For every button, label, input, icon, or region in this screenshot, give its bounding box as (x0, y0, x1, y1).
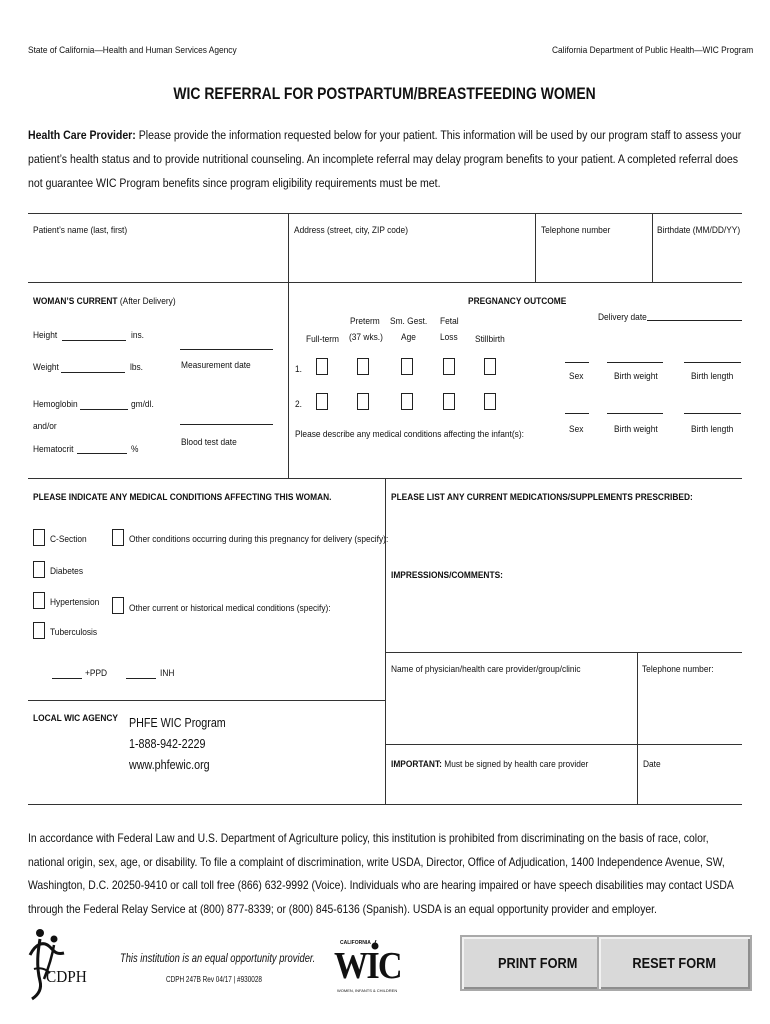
wic-logo-tagline: WOMEN, INFANTS & CHILDREN (337, 988, 398, 993)
provider-phone-label: Telephone number: (642, 664, 714, 675)
checkbox-other-historical[interactable] (112, 597, 124, 614)
infant-conditions-label: Please describe any medical conditions affecting the infant(s): (295, 429, 524, 440)
impressions-field[interactable] (390, 584, 740, 648)
telephone-label: Telephone number (541, 225, 611, 236)
col-sm-gest-2: Age (401, 332, 416, 343)
checkbox-diabetes[interactable] (33, 561, 45, 578)
height-field[interactable] (62, 340, 126, 341)
medications-field[interactable] (390, 506, 740, 562)
birth-weight-field-2[interactable] (607, 413, 663, 414)
and-or-label: and/or (33, 421, 57, 432)
delivery-date-label: Delivery date (598, 312, 647, 323)
measurement-date-label: Measurement date (181, 360, 251, 371)
col-stillbirth: Stillbirth (475, 334, 505, 345)
impressions-label: IMPRESSIONS/COMMENTS: (391, 570, 503, 581)
col-preterm-1: Preterm (350, 316, 380, 327)
agency-phone: 1-888-942-2229 (129, 737, 206, 751)
medications-title: PLEASE LIST ANY CURRENT MEDICATIONS/SUPPLEMENTS PRESCRIBED: (391, 492, 693, 503)
birth-length-label-1: Birth length (691, 371, 734, 382)
title-wrap (0, 84, 770, 104)
divider (385, 478, 386, 804)
patient-name-label: Patient’s name (last, first) (33, 225, 128, 236)
cdph-figures-icon (26, 925, 86, 1003)
wic-logo (334, 940, 401, 998)
diabetes-label: Diabetes (50, 566, 83, 577)
weight-field[interactable] (61, 372, 125, 373)
infant-row-1: 1. (295, 364, 302, 375)
address-field[interactable] (292, 242, 532, 276)
infant-conditions-field[interactable] (294, 444, 734, 474)
birthdate-field[interactable] (656, 242, 740, 276)
birthdate-label: Birthdate (MM/DD/YY) (657, 225, 741, 236)
birth-length-field-1[interactable] (684, 362, 741, 363)
divider (288, 282, 289, 478)
c-section-label: C-Section (50, 534, 87, 545)
divider (28, 213, 742, 214)
sex-label-2: Sex (569, 424, 584, 435)
checkbox-stillbirth-1[interactable] (484, 358, 496, 375)
checkbox-sm-gest-1[interactable] (401, 358, 413, 375)
legal-paragraph (28, 827, 770, 921)
checkbox-stillbirth-2[interactable] (484, 393, 496, 410)
physician-field[interactable] (390, 678, 634, 740)
form-number: CDPH 247B Rev 04/17 | #930028 (166, 975, 262, 984)
address-label: Address (street, city, ZIP code) (294, 225, 408, 236)
hemoglobin-field[interactable] (80, 409, 128, 410)
weight-label: Weight (33, 362, 59, 373)
checkbox-hypertension[interactable] (33, 592, 45, 609)
divider (28, 700, 385, 701)
important-note (391, 759, 588, 770)
pregnancy-outcome-title: PREGNANCY OUTCOME (468, 296, 567, 307)
agency-header: State of California—Health and Human Services Agency (28, 45, 237, 56)
inh-label: INH (160, 668, 175, 679)
print-form-label: PRINT FORM (497, 954, 578, 972)
patient-name-field[interactable] (32, 242, 284, 276)
checkbox-full-term-2[interactable] (316, 393, 328, 410)
intro-paragraph (28, 123, 770, 195)
checkbox-tuberculosis[interactable] (33, 622, 45, 639)
hypertension-label: Hypertension (50, 597, 100, 608)
checkbox-preterm-1[interactable] (357, 358, 369, 375)
hematocrit-unit: % (131, 444, 139, 455)
height-label: Height (33, 330, 58, 341)
ppd-field[interactable] (52, 678, 82, 679)
other-historical-label: Other current or historical medical conditions (specify): (129, 603, 331, 614)
birth-length-label-2: Birth length (691, 424, 734, 435)
womans-current-subtitle: (After Delivery) (119, 296, 176, 307)
sex-field-2[interactable] (565, 413, 589, 414)
agency-name: PHFE WIC Program (129, 716, 226, 730)
divider (385, 744, 742, 745)
infant-row-2: 2. (295, 399, 302, 410)
checkbox-full-term-1[interactable] (316, 358, 328, 375)
birth-weight-label-1: Birth weight (614, 371, 658, 382)
col-fetal-2: Loss (440, 332, 458, 343)
checkbox-c-section[interactable] (33, 529, 45, 546)
telephone-field[interactable] (539, 242, 649, 276)
blood-test-date-label: Blood test date (181, 437, 237, 448)
important-text: Must be signed by health care provider (441, 759, 589, 770)
provider-phone-field[interactable] (641, 678, 741, 740)
reset-form-label: RESET FORM (632, 954, 717, 972)
womans-current-heading (33, 296, 176, 307)
legal-text: In accordance with Federal Law and U.S. Department of Agriculture policy, this institution is prohibited from discriminating on the basis of race, color, national origin, sex, age, or disability. To file a complaint of discrimination, write USDA, Director, Office of Adjudication, 1400 Independence Avenue, SW, Washington, D.C. 20250-9410 or call toll free (866) 632-9992 (Voice). Individuals who are hearing impaired or have speech disabilities may contact USDA through the Federal Relay Service at (800) 877-8339; or (800) 845-6136 (Spanish). USDA is an equal opportunity provider and employer. (28, 831, 734, 916)
divider (652, 213, 653, 282)
sex-label-1: Sex (569, 371, 584, 382)
cdph-logo (26, 925, 86, 1003)
divider (28, 282, 742, 283)
important-label: IMPORTANT: (391, 759, 442, 770)
divider (385, 652, 742, 653)
col-sm-gest-1: Sm. Gest. (390, 316, 428, 327)
blood-test-date-field[interactable] (180, 424, 273, 425)
other-pregnancy-label: Other conditions occurring during this pregnancy for delivery (specify): (129, 534, 389, 545)
checkbox-fetal-loss-2[interactable] (443, 393, 455, 410)
inh-field[interactable] (126, 678, 156, 679)
physician-label: Name of physician/health care provider/group/clinic (391, 664, 581, 675)
cdph-logo-text: CDPH (46, 967, 87, 986)
hemoglobin-label: Hemoglobin (33, 399, 78, 410)
womans-current-title: WOMAN’S CURRENT (33, 296, 118, 307)
print-form-button[interactable] (460, 935, 615, 991)
divider (28, 804, 742, 805)
delivery-date-field[interactable] (647, 320, 742, 321)
hematocrit-label: Hematocrit (33, 444, 74, 455)
agency-website: www.phfewic.org (129, 758, 210, 772)
birth-weight-label-2: Birth weight (614, 424, 658, 435)
col-preterm-2: (37 wks.) (349, 332, 383, 343)
checkbox-fetal-loss-1[interactable] (443, 358, 455, 375)
conditions-title: PLEASE INDICATE ANY MEDICAL CONDITIONS AFFECTING THIS WOMAN. (33, 492, 332, 503)
form-title: WIC REFERRAL FOR POSTPARTUM/BREASTFEEDING WOMEN (173, 84, 597, 103)
equal-opportunity-text: This institution is an equal opportunity provider. (120, 951, 316, 965)
sex-field-1[interactable] (565, 362, 589, 363)
divider (288, 213, 289, 282)
height-unit: ins. (131, 330, 145, 341)
birth-weight-field-1[interactable] (607, 362, 663, 363)
measurement-date-field[interactable] (180, 349, 273, 350)
weight-unit: lbs. (130, 362, 144, 373)
tuberculosis-label: Tuberculosis (50, 627, 98, 638)
intro-label: Health Care Provider: (28, 128, 136, 142)
date-label: Date (643, 759, 661, 770)
local-agency-label: LOCAL WIC AGENCY (33, 713, 119, 724)
department-header: California Department of Public Health—WIC Program (552, 45, 754, 56)
wic-logo-text: WIC (334, 945, 401, 987)
birth-length-field-2[interactable] (684, 413, 741, 414)
wic-logo-state: CALIFORNIA (340, 940, 371, 946)
checkbox-preterm-2[interactable] (357, 393, 369, 410)
checkbox-other-pregnancy[interactable] (112, 529, 124, 546)
divider (637, 652, 638, 804)
reset-form-button[interactable] (597, 935, 752, 991)
col-full-term: Full-term (306, 334, 339, 345)
hematocrit-field[interactable] (77, 453, 127, 454)
hemoglobin-unit: gm/dl. (131, 399, 154, 410)
checkbox-sm-gest-2[interactable] (401, 393, 413, 410)
divider (535, 213, 536, 282)
intro-text: Please provide the information requested below for your patient. This information will be used by our program staff to assess your patient’s health status and to provide nutritional counseling. An incomplete referral may delay program benefits to your patient. A completed referral does not guarantee WIC Program benefits since program eligibility requirements must be met. (28, 128, 742, 190)
ppd-label: +PPD (85, 668, 108, 679)
col-fetal-1: Fetal (440, 316, 459, 327)
